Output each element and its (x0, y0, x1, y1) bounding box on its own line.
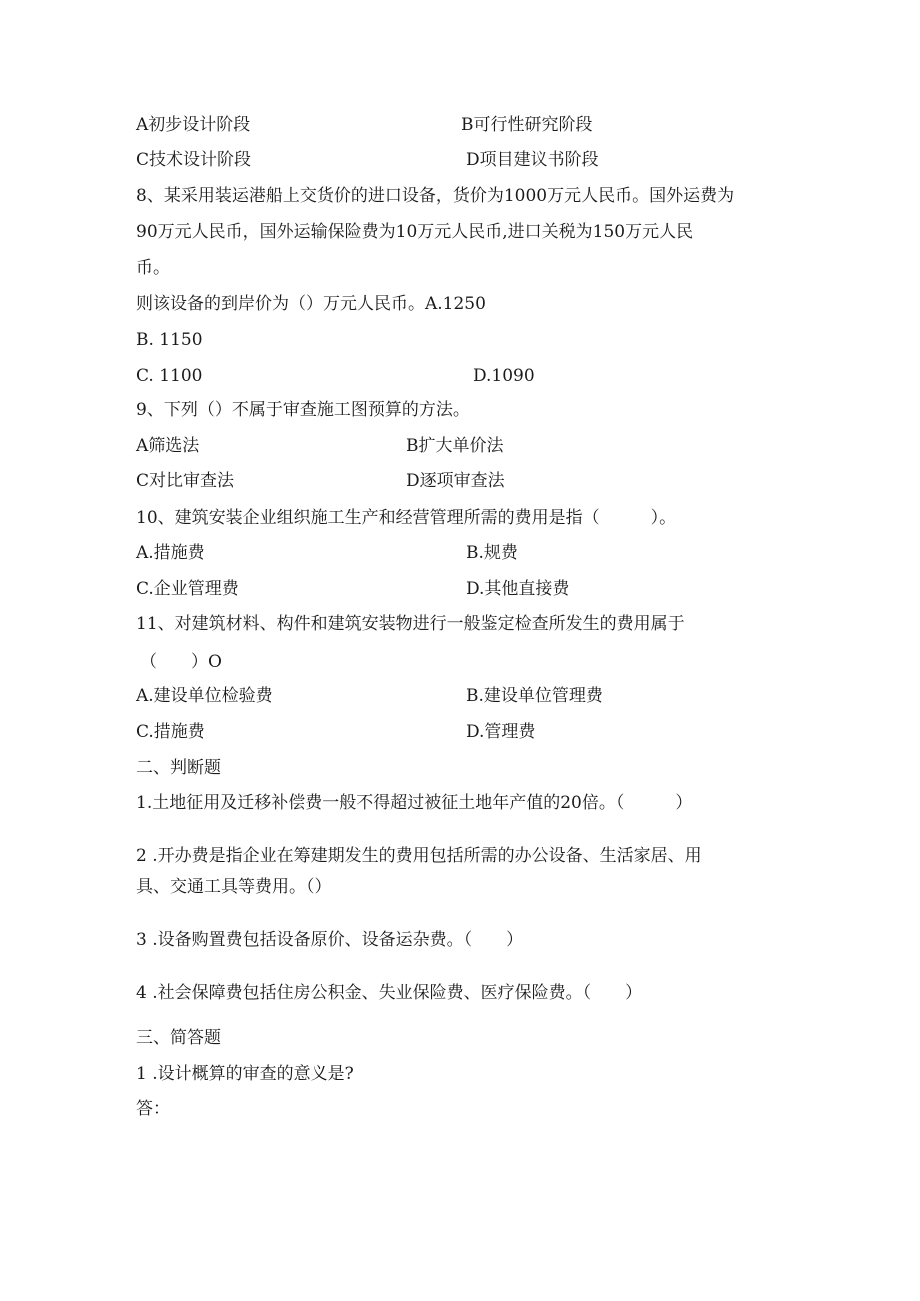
q10-option-c: C.企业管理费 (136, 579, 239, 599)
judgement-q4: 4 .社会保障费包括住房公积金、失业保险费、医疗保险费。（ ） (136, 983, 643, 1003)
q8-option-b: B. 1150 (136, 330, 203, 350)
q8-stem-line2: 90万元人民币，国外运输保险费为10万元人民币,进口关税为150万元人民 (136, 222, 694, 242)
short-answer-q1: 1 .设计概算的审查的意义是? (136, 1064, 354, 1084)
q8-option-c: C. 1100 (136, 366, 203, 386)
q9-option-a: A筛选法 (136, 436, 200, 456)
q8-stem-line4: 则该设备的到岸价为（）万元人民币。A.1250 (136, 294, 486, 314)
q9-option-d: D逐项审查法 (406, 471, 505, 491)
judgement-q1: 1.土地征用及迁移补偿费一般不得超过被征土地年产值的20倍。（ ） (136, 793, 693, 813)
q7-option-b: B可行性研究阶段 (461, 115, 593, 135)
judgement-q2-line1: 2 .开办费是指企业在筹建期发生的费用包括所需的办公设备、生活家居、用 (136, 846, 702, 866)
q8-stem-line1: 8、某采用装运港船上交货价的进口设备，货价为1000万元人民币。国外运费为 (136, 186, 735, 206)
q9-option-c: C对比审查法 (136, 471, 235, 491)
q10-option-b: B.规费 (466, 543, 518, 563)
section-heading-short-answer: 三、简答题 (136, 1028, 221, 1048)
q10-option-a: A.措施费 (136, 543, 205, 563)
q7-option-d: D项目建议书阶段 (466, 150, 599, 170)
q8-stem-line3: 币。 (136, 258, 170, 278)
section-heading-judgement: 二、判断题 (136, 758, 221, 778)
q11-option-b: B.建设单位管理费 (466, 686, 603, 706)
q11-option-d: D.管理费 (466, 722, 536, 742)
q11-stem-line1: 11、对建筑材料、构件和建筑安装物进行一般鉴定检查所发生的费用属于 (136, 614, 685, 634)
judgement-q2-line2: 具、交通工具等费用。（） (136, 877, 332, 897)
answer-label: 答： (136, 1099, 170, 1119)
q7-option-c: C技术设计阶段 (136, 150, 252, 170)
q8-option-d: D.1090 (473, 366, 535, 386)
q11-option-c: C.措施费 (136, 722, 205, 742)
q7-option-a: A初步设计阶段 (136, 115, 251, 135)
judgement-q3: 3 .设备购置费包括设备原价、设备运杂费。（ ） (136, 930, 524, 950)
q11-stem-line2: （ ）O (140, 652, 222, 672)
q9-option-b: B扩大单价法 (406, 436, 504, 456)
q10-option-d: D.其他直接费 (466, 579, 570, 599)
q10-stem: 10、建筑安装企业组织施工生产和经营管理所需的费用是指（ ）。 (136, 508, 677, 528)
q9-stem: 9、下列（）不属于审查施工图预算的方法。 (136, 400, 470, 420)
q11-option-a: A.建设单位检验费 (136, 686, 273, 706)
